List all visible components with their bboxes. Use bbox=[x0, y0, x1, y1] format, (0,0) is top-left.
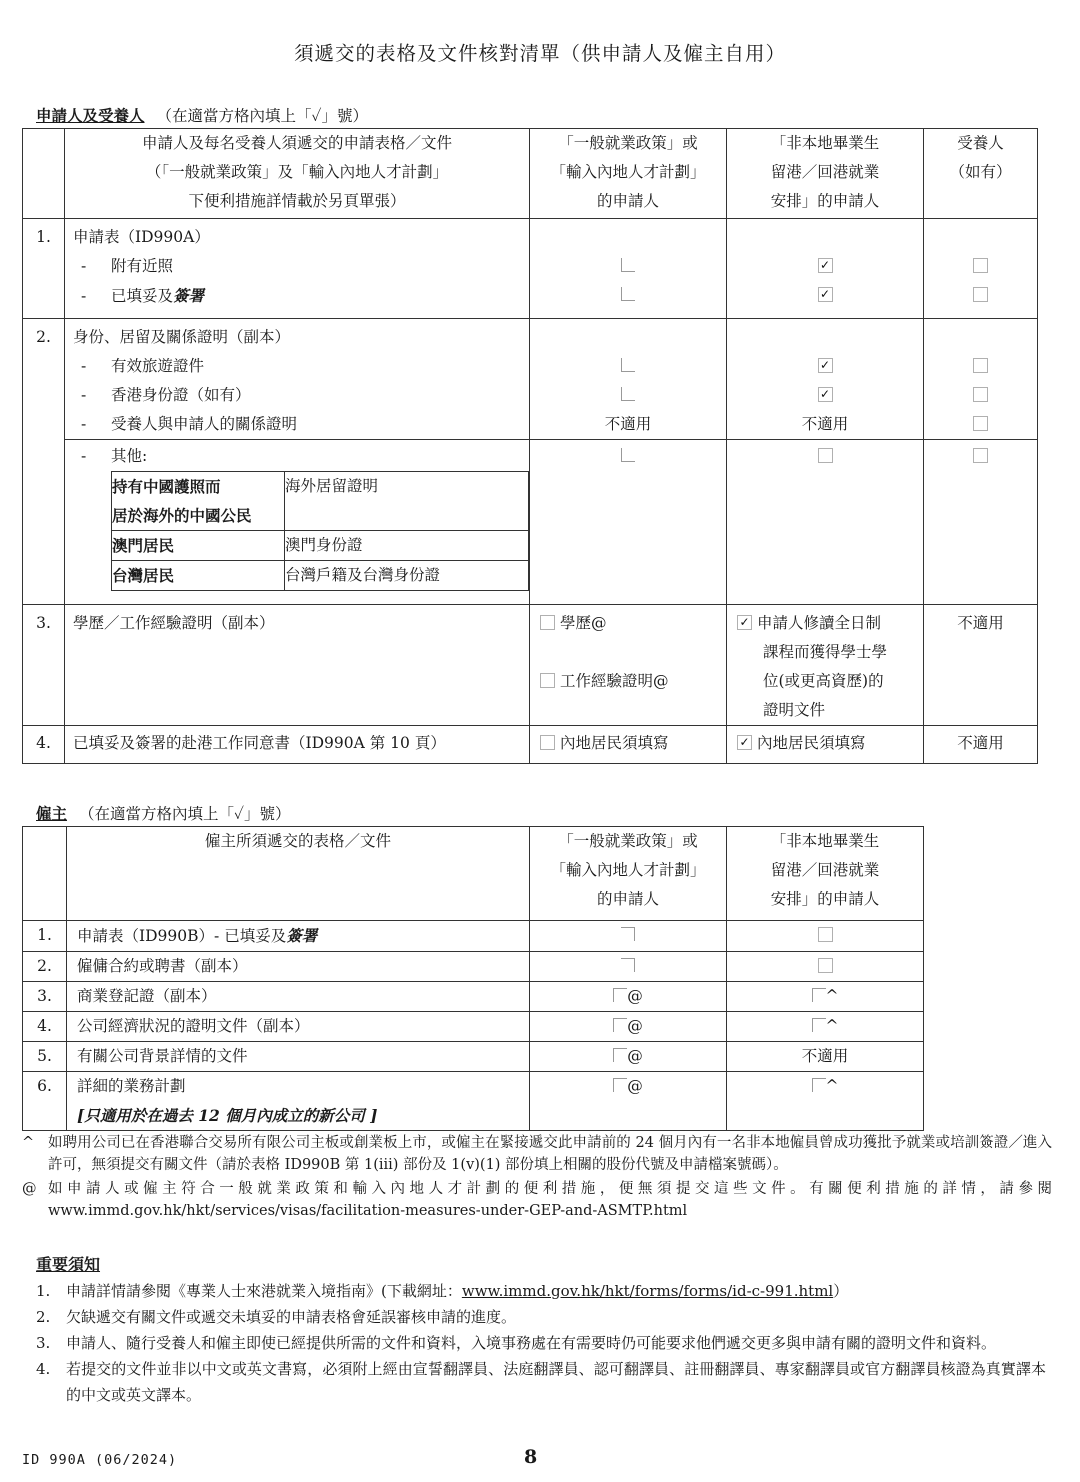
emp-row5-number: 5. bbox=[23, 1042, 67, 1072]
row1-gep-signed-checkbox[interactable] bbox=[621, 287, 635, 301]
applicant-section-note: （在適當方格內填上「✓」號） bbox=[156, 107, 369, 125]
guide-download-link[interactable]: www.immd.gov.hk/hkt/forms/forms/id-c-991.html bbox=[461, 1282, 834, 1300]
row3-nlg: ✓ 申請人修讀全日制 課程而獲得學士學 位(或更高資歷)的 證明文件 bbox=[727, 605, 924, 726]
page-title: 須遞交的表格及文件核對清單（供申請人及僱主自用） bbox=[293, 42, 786, 65]
row2-gep-travel-checkbox[interactable] bbox=[621, 358, 635, 372]
row1-gep-checks bbox=[530, 219, 727, 319]
row2-nlg-travel-checkbox[interactable]: ✓ bbox=[818, 358, 833, 373]
row2-other-nlg bbox=[727, 440, 924, 605]
row1-dep-checks bbox=[924, 219, 1038, 319]
other-macao-key: 澳門居民 bbox=[112, 531, 285, 561]
row2-dep-relationship-checkbox[interactable] bbox=[973, 416, 988, 431]
header-nlg-applicant: 「非本地畢業生 留港／回港就業 安排」的申請人 bbox=[727, 129, 924, 219]
row1-nlg-checks bbox=[727, 219, 924, 319]
important-note-2: 2. 欠缺遞交有關文件或遞交未填妥的申請表格會延誤審核申請的進度。 bbox=[36, 1308, 517, 1326]
emp-row4-gep: @ bbox=[530, 1012, 727, 1042]
other-taiwan-key: 台灣居民 bbox=[112, 561, 285, 591]
applicant-section-heading bbox=[36, 104, 368, 126]
emp-row6-gep-checkbox[interactable] bbox=[613, 1078, 627, 1092]
row2-nlg-relationship-na: 不適用 bbox=[801, 415, 849, 433]
row2-gep-relationship-na: 不適用 bbox=[604, 415, 652, 433]
row2-dep-travel-checkbox[interactable] bbox=[973, 358, 988, 373]
row4-nlg-checkbox[interactable]: ✓ bbox=[737, 735, 752, 750]
row2-gep-other-checkbox[interactable] bbox=[621, 448, 635, 462]
emp-row1-text: 申請表（ID990B）- 已填妥及簽署 bbox=[67, 921, 530, 952]
emp-row6-text: 詳細的業務計劃 [只適用於在過去 12 個月內成立的新公司 ] bbox=[67, 1072, 530, 1131]
other-taiwan-value: 台灣戶籍及台灣身份證 bbox=[285, 561, 529, 591]
row3-gep-education-label: 學歷@ bbox=[559, 614, 607, 632]
footnote-at: @ 如申請人或僱主符合一般就業政策和輸入內地人才計劃的便利措施，便無須提交這些文件。有關便利措施的詳情，請參閱 www.immd.gov.hk/hkt/services/visas/facilitation-measures-under-GEP-and-ASMTP.html bbox=[22, 1181, 1052, 1219]
emp-row6-number: 6. bbox=[23, 1072, 67, 1131]
emp-header-nlg: 「非本地畢業生 留港／回港就業 安排」的申請人 bbox=[727, 827, 924, 921]
emp-row3-nlg-checkbox[interactable] bbox=[812, 988, 826, 1002]
row3-gep-work-label: 工作經驗證明@ bbox=[559, 672, 669, 690]
emp-row1-nlg bbox=[727, 921, 924, 952]
emp-row3-number: 3. bbox=[23, 982, 67, 1012]
row2-other-dep bbox=[924, 440, 1038, 605]
row2-other-table bbox=[111, 471, 529, 591]
important-notes-title: 重要須知 bbox=[36, 1255, 101, 1274]
important-notes-list bbox=[36, 1278, 1046, 1408]
emp-row5-gep-checkbox[interactable] bbox=[613, 1048, 627, 1062]
emp-row4-text: 公司經濟狀況的證明文件（副本） bbox=[67, 1012, 530, 1042]
emp-row6-gep: @ bbox=[530, 1072, 727, 1131]
row2-nlg-hkid-checkbox[interactable]: ✓ bbox=[818, 387, 833, 402]
form-code: ID 990A (06/2024) bbox=[22, 1452, 178, 1468]
row2-item-travel-doc: 有效旅遊證件 bbox=[111, 357, 205, 375]
row2-other-label: 其他: bbox=[111, 447, 148, 465]
row1-title: 申請表（ID990A） bbox=[73, 228, 210, 246]
emp-header-num bbox=[23, 827, 67, 921]
row2-nlg-checks bbox=[727, 319, 924, 440]
row1-documents: 申請表（ID990A） - 附有近照 - 已填妥及簽署 bbox=[65, 219, 530, 319]
emp-row6-extra: [只適用於在過去 12 個月內成立的新公司 ] bbox=[77, 1106, 378, 1125]
employer-section-title: 僱主 bbox=[36, 804, 68, 823]
emp-row1-gep bbox=[530, 921, 727, 952]
emp-row1-gep-checkbox[interactable] bbox=[621, 927, 635, 941]
page-number: 8 bbox=[524, 1446, 538, 1468]
emp-row2-text: 僱傭合約或聘書（副本） bbox=[67, 952, 530, 982]
other-overseas-value: 海外居留證明 bbox=[285, 472, 529, 531]
row2-item-hkid: 香港身份證（如有） bbox=[111, 386, 251, 404]
important-note-1: 1. 申請詳情請參閱《專業人士來港就業入境指南》(下載網址：www.immd.gov.hk/hkt/forms/forms/id-c-991.html） bbox=[36, 1282, 849, 1300]
emp-row3-text: 商業登記證（副本） bbox=[67, 982, 530, 1012]
row2-title: 身份、居留及關係證明（副本） bbox=[73, 328, 291, 346]
emp-row4-number: 4. bbox=[23, 1012, 67, 1042]
row4-gep-checkbox[interactable] bbox=[540, 735, 555, 750]
row3-title: 學歷／工作經驗證明（副本） bbox=[65, 605, 530, 726]
emp-row2-number: 2. bbox=[23, 952, 67, 982]
important-note-3: 3. 申請人、隨行受養人和僱主即使已經提供所需的文件和資料，入境事務處在有需要時仍可能要求他們遞交更多與申請有關的證明文件和資料。 bbox=[36, 1334, 997, 1352]
applicant-section-title: 申請人及受養人 bbox=[36, 106, 145, 125]
row2-gep-checks bbox=[530, 319, 727, 440]
row2-dep-hkid-checkbox[interactable] bbox=[973, 387, 988, 402]
row2-item-relationship: 受養人與申請人的關係證明 bbox=[111, 415, 298, 433]
footnote-caret: ^ 如聘用公司已在香港聯合交易所有限公司主板或創業板上市，或僱主在緊接遞交此申請前的 24 個月內有一名非本地僱員曾成功獲批予就業或培訓簽證／進入許可，無須提交有關文件（請於表格 ID990B 第 1(iii) 部份及 1(v)(1) 部份填上相關的股份代號及申請檔案號碼）。 bbox=[22, 1135, 1052, 1173]
employer-checklist-table bbox=[22, 826, 924, 1131]
employer-section-heading bbox=[36, 802, 291, 824]
row4-number: 4. bbox=[23, 726, 65, 764]
row1-gep-photo-checkbox[interactable] bbox=[621, 258, 635, 272]
row4-gep: 內地居民須填寫 bbox=[530, 726, 727, 764]
row2-dep-checks bbox=[924, 319, 1038, 440]
emp-header-gep: 「一般就業政策」或 「輸入內地人才計劃」 的申請人 bbox=[530, 827, 727, 921]
emp-row4-nlg: ^ bbox=[727, 1012, 924, 1042]
emp-row3-nlg: ^ bbox=[727, 982, 924, 1012]
row1-nlg-photo-checkbox[interactable]: ✓ bbox=[818, 258, 833, 273]
other-macao-value: 澳門身份證 bbox=[285, 531, 529, 561]
emp-row1-number: 1. bbox=[23, 921, 67, 952]
important-note-4: 4. 若提交的文件並非以中文或英文書寫，必須附上經由宣誓翻譯員、法庭翻譯員、認可翻譯員、註冊翻譯員、專家翻譯員或官方翻譯員核證為真實譯本的中文或英文譯本。 bbox=[36, 1360, 1046, 1404]
emp-row3-gep: @ bbox=[530, 982, 727, 1012]
emp-row5-text: 有關公司背景詳情的文件 bbox=[67, 1042, 530, 1072]
emp-row5-gep: @ bbox=[530, 1042, 727, 1072]
emp-row4-gep-checkbox[interactable] bbox=[613, 1018, 627, 1032]
row4-dep: 不適用 bbox=[924, 726, 1038, 764]
emp-header-documents: 僱主所須遞交的表格／文件 bbox=[67, 827, 530, 921]
row3-number: 3. bbox=[23, 605, 65, 726]
row4-nlg: ✓ 內地居民須填寫 bbox=[727, 726, 924, 764]
row2-gep-hkid-checkbox[interactable] bbox=[621, 387, 635, 401]
row1-number: 1. bbox=[23, 219, 65, 319]
emp-row2-nlg-checkbox[interactable] bbox=[818, 958, 833, 973]
row1-dep-photo-checkbox[interactable] bbox=[973, 258, 988, 273]
row1-item-photo: 附有近照 bbox=[111, 257, 174, 275]
header-dependant: 受養人 （如有） bbox=[924, 129, 1038, 219]
row1-dep-signed-checkbox[interactable] bbox=[973, 287, 988, 302]
row3-gep-work-checkbox[interactable] bbox=[540, 673, 555, 688]
emp-row3-gep-checkbox[interactable] bbox=[613, 988, 627, 1002]
employer-section-note: （在適當方格內填上「✓」號） bbox=[79, 805, 291, 823]
row1-item-signed: 已填妥及 bbox=[111, 287, 174, 305]
emp-row6-nlg: ^ bbox=[727, 1072, 924, 1131]
header-gep-applicant: 「一般就業政策」或 「輸入內地人才計劃」 的申請人 bbox=[530, 129, 727, 219]
emp-row6-nlg-checkbox[interactable] bbox=[812, 1078, 826, 1092]
row3-nlg-checkbox[interactable]: ✓ bbox=[737, 615, 752, 630]
row2-number: 2. bbox=[23, 319, 65, 605]
row3-gep bbox=[530, 605, 727, 726]
emp-row2-nlg bbox=[727, 952, 924, 982]
other-overseas-key: 持有中國護照而 居於海外的中國公民 bbox=[112, 472, 285, 531]
row1-signed-emphasis: 簽署 bbox=[173, 286, 205, 305]
emp-row1-nlg-checkbox[interactable] bbox=[818, 927, 833, 942]
header-documents: 申請人及每名受養人須遞交的申請表格／文件 （「一般就業政策」及「輸入內地人才計劃」 下便利措施詳情載於另頁單張） bbox=[65, 129, 530, 219]
emp-row4-nlg-checkbox[interactable] bbox=[812, 1018, 826, 1032]
row2-documents: 身份、居留及關係證明（副本） - 有效旅遊證件 - 香港身份證（如有） - 受養人與申請人的關係證明 bbox=[65, 319, 530, 440]
row2-nlg-other-checkbox[interactable] bbox=[818, 448, 833, 463]
emp-row5-nlg: 不適用 bbox=[727, 1042, 924, 1072]
applicant-checklist-table bbox=[22, 128, 1038, 764]
row4-title: 已填妥及簽署的赴港工作同意書（ID990A 第 10 頁） bbox=[65, 726, 530, 764]
emp-row2-gep bbox=[530, 952, 727, 982]
row2-other-gep bbox=[530, 440, 727, 605]
row1-nlg-signed-checkbox[interactable]: ✓ bbox=[818, 287, 833, 302]
row2-other: - 其他: 持有中國護照而 居於海外的中國公民 海外居留證明 澳門居民 澳門身份證 台灣居民 台灣戶籍及台灣身份證 bbox=[65, 440, 530, 605]
row2-dep-other-checkbox[interactable] bbox=[973, 448, 988, 463]
row3-dep: 不適用 bbox=[924, 605, 1038, 726]
row3-gep-education-checkbox[interactable] bbox=[540, 615, 555, 630]
header-num-cell bbox=[23, 129, 65, 219]
emp-row2-gep-checkbox[interactable] bbox=[621, 958, 635, 972]
